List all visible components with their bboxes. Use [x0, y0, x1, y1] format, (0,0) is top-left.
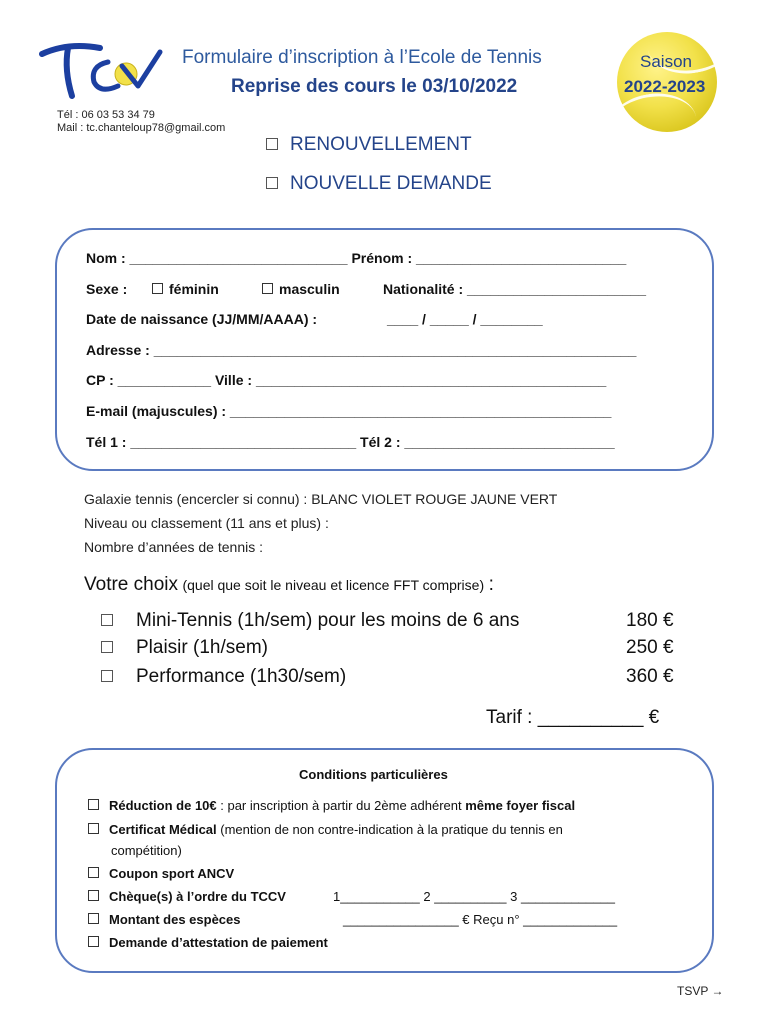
logo-graphic	[38, 40, 168, 100]
especes-label: Montant des espèces	[109, 912, 241, 927]
masculin-option[interactable]	[262, 281, 340, 297]
season-years: 2022-2023	[624, 77, 706, 96]
coupon-option[interactable]	[88, 866, 234, 881]
club-logo	[38, 40, 168, 100]
reduction-bold: Réduction de 10€	[109, 798, 217, 813]
season-label: Saison	[640, 52, 692, 71]
masculin-label: masculin	[279, 281, 340, 297]
galaxie-line: Galaxie tennis (encercler si connu) : BLANC VIOLET ROUGE JAUNE VERT	[84, 491, 558, 507]
reduction-bold2: même foyer fiscal	[465, 798, 576, 813]
tel-field[interactable]: Tél 1 : _____________________________ Tél 2 : ___________________________	[86, 434, 615, 450]
especes-fields[interactable]: ________________ € Reçu n° _____________	[343, 912, 618, 927]
choice-heading-main: Votre choix	[84, 574, 178, 595]
mini-label: Mini-Tennis (1h/sem) pour les moins de 6 ans	[136, 610, 520, 631]
nationalite-field[interactable]: Nationalité : _______________________	[383, 281, 647, 297]
certificat-text: (mention de non contre-indication à la pratique du tennis en	[216, 822, 563, 837]
form-subtitle: Reprise des cours le 03/10/2022	[231, 76, 518, 97]
certificat-checkbox[interactable]	[88, 823, 99, 834]
naissance-field[interactable]: ____ / _____ / ________	[387, 311, 543, 327]
tarif-field[interactable]: Tarif : __________ €	[486, 707, 660, 728]
price-performance: 360 €	[626, 666, 674, 687]
coupon-checkbox[interactable]	[88, 867, 99, 878]
especes-checkbox[interactable]	[88, 913, 99, 924]
cheque-label: Chèque(s) à l’ordre du TCCV	[109, 889, 286, 904]
feminin-option[interactable]	[152, 281, 219, 297]
price-mini: 180 €	[626, 610, 674, 631]
choice-option-plaisir[interactable]	[101, 637, 268, 659]
cheque-fields[interactable]: 1___________ 2 __________ 3 _____________	[333, 889, 615, 904]
choice-heading-colon: :	[488, 574, 494, 595]
reduction-checkbox[interactable]	[88, 799, 99, 810]
form-title: Formulaire d’inscription à l’Ecole de Tennis	[182, 47, 542, 68]
attestation-checkbox[interactable]	[88, 936, 99, 947]
new-request-checkbox[interactable]	[266, 177, 278, 189]
attestation-option[interactable]	[88, 935, 328, 950]
sexe-label: Sexe :	[86, 281, 128, 297]
email-field[interactable]: E-mail (majuscules) : _________________________________________________	[86, 403, 612, 419]
certificat-option[interactable]	[88, 822, 563, 837]
new-request-option[interactable]	[266, 173, 492, 195]
reduction-option[interactable]	[88, 798, 575, 813]
cheque-checkbox[interactable]	[88, 890, 99, 901]
renewal-checkbox[interactable]	[266, 138, 278, 150]
performance-checkbox[interactable]	[101, 670, 113, 682]
annees-line[interactable]: Nombre d’années de tennis :	[84, 539, 263, 555]
performance-label: Performance (1h30/sem)	[136, 666, 347, 687]
cp-ville-field[interactable]: CP : ____________ Ville : _____________________________________________	[86, 372, 607, 388]
price-plaisir: 250 €	[626, 637, 674, 658]
new-request-label: NOUVELLE DEMANDE	[290, 173, 492, 194]
cheque-option[interactable]	[88, 889, 286, 904]
feminin-label: féminin	[169, 281, 219, 297]
choice-option-performance[interactable]	[101, 666, 346, 688]
niveau-line[interactable]: Niveau ou classement (11 ans et plus) :	[84, 515, 329, 531]
renewal-option[interactable]	[266, 134, 472, 156]
coupon-label: Coupon sport ANCV	[109, 866, 235, 881]
choice-heading-note: (quel que soit le niveau et licence FFT comprise)	[182, 577, 485, 593]
nom-prenom-field[interactable]: Nom : ____________________________ Prénom : ___________________________	[86, 250, 627, 266]
contact-mail: Mail : tc.chanteloup78@gmail.com	[57, 122, 226, 134]
reduction-text: : par inscription à partir du 2ème adhérent	[216, 798, 466, 813]
plaisir-checkbox[interactable]	[101, 641, 113, 653]
masculin-checkbox[interactable]	[262, 283, 273, 294]
contact-phone: Tél : 06 03 53 34 79	[57, 109, 155, 121]
naissance-label: Date de naissance (JJ/MM/AAAA) :	[86, 311, 318, 327]
adresse-field[interactable]: Adresse : ______________________________________________________________	[86, 342, 637, 358]
renewal-label: RENOUVELLEMENT	[290, 134, 472, 155]
certificat-text-2: compétition)	[111, 843, 182, 858]
especes-option[interactable]	[88, 912, 241, 927]
conditions-title: Conditions particulières	[299, 767, 448, 782]
choice-heading	[84, 574, 494, 596]
mini-checkbox[interactable]	[101, 614, 113, 626]
tsvp-note: TSVP →	[677, 984, 724, 998]
certificat-bold: Certificat Médical	[109, 822, 217, 837]
feminin-checkbox[interactable]	[152, 283, 163, 294]
plaisir-label: Plaisir (1h/sem)	[136, 637, 268, 658]
attestation-label: Demande d’attestation de paiement	[109, 935, 328, 950]
choice-option-mini[interactable]	[101, 610, 519, 632]
